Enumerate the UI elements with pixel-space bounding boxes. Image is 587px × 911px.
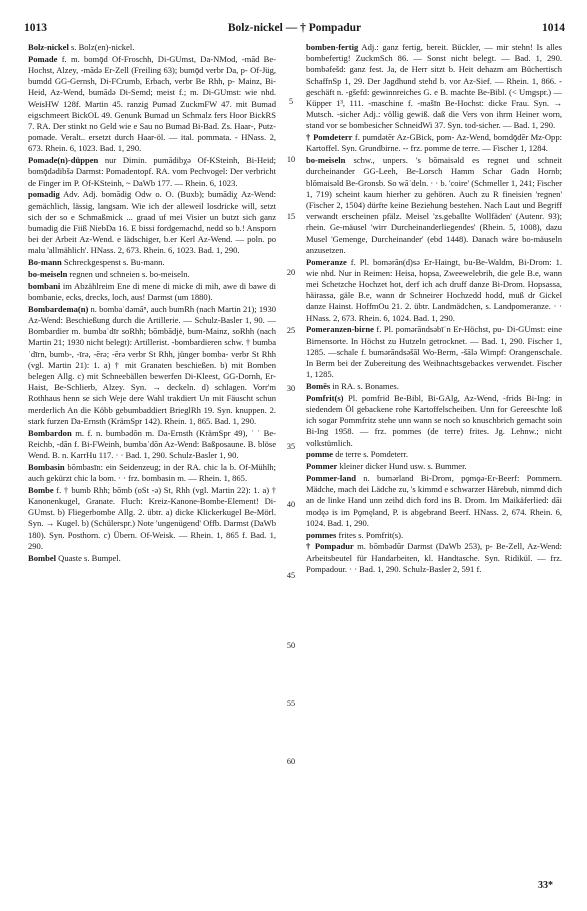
entry: Bomēs in RA. s. Bonames. — [306, 381, 399, 392]
entry: Pommer-land n. bumərland Bi-Drom, pǫmǫə-Er-Beerf: Pommern. Mädche, mach dei Lädche zu, 's kimmd e schwarzer Härebub, nimmd dich an de linke Hand unn zeihd dich ford ins B. Drom. Im Maikäferlied: dāi modęə is im Pǫmęland, P. is abgebrand Beerf. HNass. 2, 674. Rhein. 6, 1024. Bad. 1, 290. — [306, 473, 562, 528]
line-number: 60 — [286, 757, 296, 766]
entry: Bo-mann Schreckgespenst s. Bu-mann. — [28, 257, 165, 268]
headword: Bombardon — [28, 427, 72, 438]
headword: bomben-fertig — [306, 42, 359, 52]
headword: Pommer — [306, 461, 338, 472]
entry: Pomeranzen-birne f. Pl. pomərāndsəbīˈn Er-Höchst, pu- Di-GUmst: eine Birnensorte. In Höchst zu Hutzeln getrocknet. — Bad. 1, 290. Fischer 1, 1285. —schale f. bumərāndsəšāl Wo-Berm, -šālə Wimpf: Orangenschale. In Berm bei der Zubereitung des Weihnachtsgebackes verwendet. Fischer 1, 1285. — [306, 324, 562, 380]
headword: Pomfrit(s) — [306, 392, 344, 403]
line-number: 5 — [288, 97, 294, 106]
headword: Pomeranze — [306, 256, 347, 267]
entry: Bombardon m. f. n. bumbədōn m. Da-Ernsth (KrämSpr 49), ˈ ˈ Be-Reichb, -dān f. Bi-FWeinh, bumbaˈdōn Az-Wend: Baßposaune. B. blöse Wend. B. n. KarrHu 117. · · Bad. 1, 290. Schulz-Basler 1, 90. — [28, 427, 276, 461]
headword: pomme — [306, 449, 334, 460]
entry: pommes frites s. Pomfrit(s). — [306, 529, 404, 540]
page-header — [24, 22, 565, 38]
headword: Pommer-land — [306, 473, 357, 484]
line-number: 35 — [286, 442, 296, 451]
entry: † Pomdeterr f. pumdətēr Az-GBick, pom- Az-Wend, bomdǭdēr Mz-Opp: Kartoffel. Syn. Grundbirne. -- frz. pomme de terre. — Fischer 1, 1284. — [306, 132, 562, 154]
headword: bombani — [28, 280, 61, 291]
page-number-left: 1013 — [24, 22, 47, 34]
entry: Pomeranze f. Pl. bomərān(d)sə Er-Haingt, bu-Be-Waldm, Bi-Drom: 1. wie nhd. Nur in Reimen: Heisa, hopsa, Zweewelebrih, die gele B.e, wann mei Schetzche Hochzet hot, derf ich ach druff danze Bi-Drom. Hopsassa, häirassa, gäle B.e, wann dr Schneirer Hochzedd hodd, muß dr Gickel danze Hainst. HoffmOu 21. 2. übtr. Landmädchen, s. Landpomeranze. · · HNass. 2, 673. Rhein. 6, 1024. Bad. 1, 290. — [306, 256, 562, 323]
line-number: 20 — [286, 268, 296, 277]
line-number: 30 — [286, 384, 296, 393]
entry: bo-meiseln schw., unpers. 's bōmaisəld es regnet und schneit durcheinander GG-Leeh, Be-Lorsch Hamm Schar Gadn Hornb; blōmaisəld Be-Gronsb. So wāˈdeln. · · b. 'coire' (Schmeller 1, 241; Fischer 1, 719) scheint kaum hierher zu gehören. Auch zu R fineisien 'regnen' (Fischer 2, 1504) dürfte keine Beziehung bestehen. Nach Laut und Begriff verwandt erscheinen pfälz. Meisel 'zs.geballte Wollfäden' (Autenr. 93); rhein. Ge-mäusel 'wirr Durcheinanderliegendes' (Rhein. 5, 1008), dazu Musel 'Gemenge, Durcheinander' (ebd 1448). Danach wäre bo-mäuseln anzusetzen. — [306, 155, 562, 255]
headword: Pomade — [28, 53, 58, 64]
line-number: 25 — [286, 326, 296, 335]
line-number: 45 — [286, 571, 296, 580]
headword: bo-meiseln — [306, 155, 346, 166]
running-title: Bolz-nickel — † Pompadur — [227, 22, 362, 34]
entry: pomme de terre s. Pomdeterr. — [306, 449, 409, 460]
entry: † Pompadur m. bōmbədūr Darmst (DaWb 253), p- Be-Zell, Az-Wend: Arbeitsbeutel für Handarbeiten, kl. Handtasche. Syn. Ridikül. — frz. Pompadour. · · Bad. 1, 290. Schulz-Basler 2, 591 f. — [306, 541, 562, 574]
right-column — [306, 42, 562, 872]
entry: Pomfrit(s) Pl. pomfrid Be-Bibl, Bi-GAlg, Az-Wend, -frids Bi-Ing: in siedendem Öl gebackene rohe Kartoffelscheiben. Unn for Gereeschte loß ich sogar Pommfritz stehe unn wann se noch so knuschbrich gemacht soin Bi-Ing 1958. — frz. pommes (de terre) frites. Jg. Lehnw.; nicht volkstümlich. — [306, 392, 562, 448]
entry: bomben-fertig Adj.: ganz fertig, bereit. Bückler, — mir stehn! Is alles bombefertig! ZuckmSch 86. — Sonst nicht belegt. — Bad. 1, 290. bombəfešd: ganz fest. Ja, de Herr sitzt b. Heit dehazm am Büchertisch SchaffnSp 1, 29. Der Jagdhund stehd b. vor Az-Sief. — Rhein. 1, 866. -geschäft n. -gšefd: gewinnreiches G. e B. machte Be-Bibl. (< Umgspr.) — Küpper 1³, 111. -maschine f. -mašīn Be-Hochst: dicke Frau. Syn. → Mutsch. -sicher Adj.: völlig gewiß. daß die Vers von ihrm Heiner worn, stand vor se bombesicher SchneidWi 37. Syn. tod-sicher. — Bad. 1, 290. — [306, 42, 562, 131]
entry: Bombasin bōmbasīn: ein Seidenzeug; in der RA. chic la b. Of-Mühlh; auch gekürzt chic la bom. · · frz. bombasin m. — Rhein. 1, 865. — [28, 461, 276, 484]
headword: pomadig — [28, 189, 60, 200]
headword: † Pompadur — [306, 541, 354, 552]
line-number: 10 — [286, 155, 296, 164]
signature-mark: 33* — [538, 880, 553, 891]
headword: pommes — [306, 529, 337, 540]
entry: Bolz-nickel s. Bolz(en)-nickel. — [28, 42, 135, 52]
headword: Bombe — [28, 484, 54, 495]
headword: Bombasin — [28, 461, 65, 472]
headword: Bo-mann — [28, 257, 62, 268]
entry: bombani im Abzählreim Ene di mene di micke di mih, awe di bawe di bombanie, ecks, drecks, loch, aus! Darmst (um 1880). — [28, 280, 276, 303]
entry: pomadig Adv. Adj. bomādig Odw o. O. (Buxb); bumādiχ Az-Wend: gemächlich, lässig, langsam. Wie ich der alleweil losdricke will, setzt sich der so e Schmaßmick ... graad uf mei Visier un butzt sich ganz bumadig die Fiiß NiebDa 16. E bissi fordgemachd, nedd so b.! Ansporn bei der Arbeit Az-Wend. e lädschiger, b.er Kerl Az-Wend. — poln. po malu 'allmählich'. HNass. 2, 673. Rhein. 6, 1023. Bad. 1, 290. — [28, 189, 276, 256]
headword: Pomade(n)-düppen — [28, 155, 99, 166]
line-number: 15 — [286, 212, 296, 221]
headword: Bombel — [28, 552, 57, 563]
entry: Bombardema(n) n. bombaˈdəmāⁿ, auch bumRh (nach Martin 21); 1930 Az-Wend: Beschießung durch die Artillerie. — Schulz-Basler 1, 90. — Bombardier m. bumbaˈdīr soRhh; bōmbādjė, bum-Mainz, soRhh (nach Martin 21; 1930 nicht belegt): Artillerist. -bombardieren schw. † bumbaˈdīrn, bumb-, -īrə, -ērə; -ērə verbr St Rhh, jünger bomba- verbr St Rhh (vgl. Martin 21): 1. a) † mit Granaten beschießen. b) mit Bomben belegen Allg. c) mit Schneebällen bewerfen Di-Kleest, GG-Dornh, Er-Haist, Be-Schlierb, Alzey. Syn. → deckeln. d) schlagen. Vorr'm Rothhaus henn se sich Weje dere Wahl trakdiert Un mit Fäuscht schun merderlich An die Köbb gebumbaddiert BrieglRh 19. Syn. knuppen. 2. stark furzen Da-Ernsth (KrämSpr 142). Rhein. 1, 865. Bad. 1, 290. — [28, 303, 276, 426]
entry: Bombe f. † bumb Rhh; bōmb (oSt -ə) St, Rhh (vgl. Martin 22): 1. a) † Kanonenkugel, Granate. Fluch: Kreiz-Kanone-Bombe-Element! Di-GUmst. b) Fliegerbombe Allg. 2. übtr. a) dicke Klickerkugel Be-Mörl. Syn. → Kugel. b) (Schülerspr.) Note 'ungenügend' Offb. Darmst (DaWb 180). Syn. Posthorn. c) Übern. Of-Weisk. — Rhein. 1, 865 f. Bad. 1, 290. — [28, 484, 276, 551]
headword: bo-meiseln — [28, 269, 68, 280]
line-number: 50 — [286, 641, 296, 650]
headword: Bomēs — [306, 381, 331, 392]
headword: Bolz-nickel — [28, 42, 69, 52]
entry: bo-meiseln regnen und schneien s. bo-meiseln. — [28, 269, 190, 280]
entry: Pommer kleiner dicker Hund usw. s. Bummer. — [306, 461, 467, 472]
entry: Bombel Quaste s. Bumpel. — [28, 552, 121, 563]
line-number: 55 — [286, 699, 296, 708]
left-column — [28, 42, 276, 872]
headword: Pomeranzen-birne — [306, 324, 374, 335]
line-number: 40 — [286, 500, 296, 509]
entry: Pomade(n)-düppen nur Dimin. pumādibχə Of-KSteinh, Bi-Heid; bomǭdədibšə Darmst: Pomadentopf. RA. vom Pechvogel: Der verbricht de Finger im P. Of-KSteinh, ~ DaWb 177. — Rhein. 6, 1023. — [28, 155, 276, 188]
entry: Pomade f. m. bomǭd Of-Froschh, Di-GUmst, Da-NMod, -mād Be-Hochst, Alzey, -mādə Er-Zell (Freiling 63); bumǭd verbr Da, p- Of-Jüg, bumdd GG-Gernsh, Di-FCrumb, Erbach, verbr Be Rhh, p- Mainz, Bi-Heid, Az-Wend, bumādə Di-Semd; meist f.; m. Di-GUmst: wie nhd. WeisHW 128f. Martin 45. ranzig Pumad ZuckmFW 47. mit Bumad eigschmeert BickOL 49. Genunk Bumad un Schmalz fers Hoor BickRS 7. RA. Der stinkt no Geld wie e Sau no Bumad Bi-Bad. Zs. Haar-, Putz-pomade. Veralt.. ersetzt durch Haar-öl. — ital. pommata. - HNass. 2, 673. Rhein. 6, 1023. Bad. 1, 290. — [28, 53, 276, 154]
page-number-right: 1014 — [542, 22, 565, 34]
headword: Bombardema(n) — [28, 303, 89, 314]
headword: † Pomdeterr — [306, 132, 353, 143]
